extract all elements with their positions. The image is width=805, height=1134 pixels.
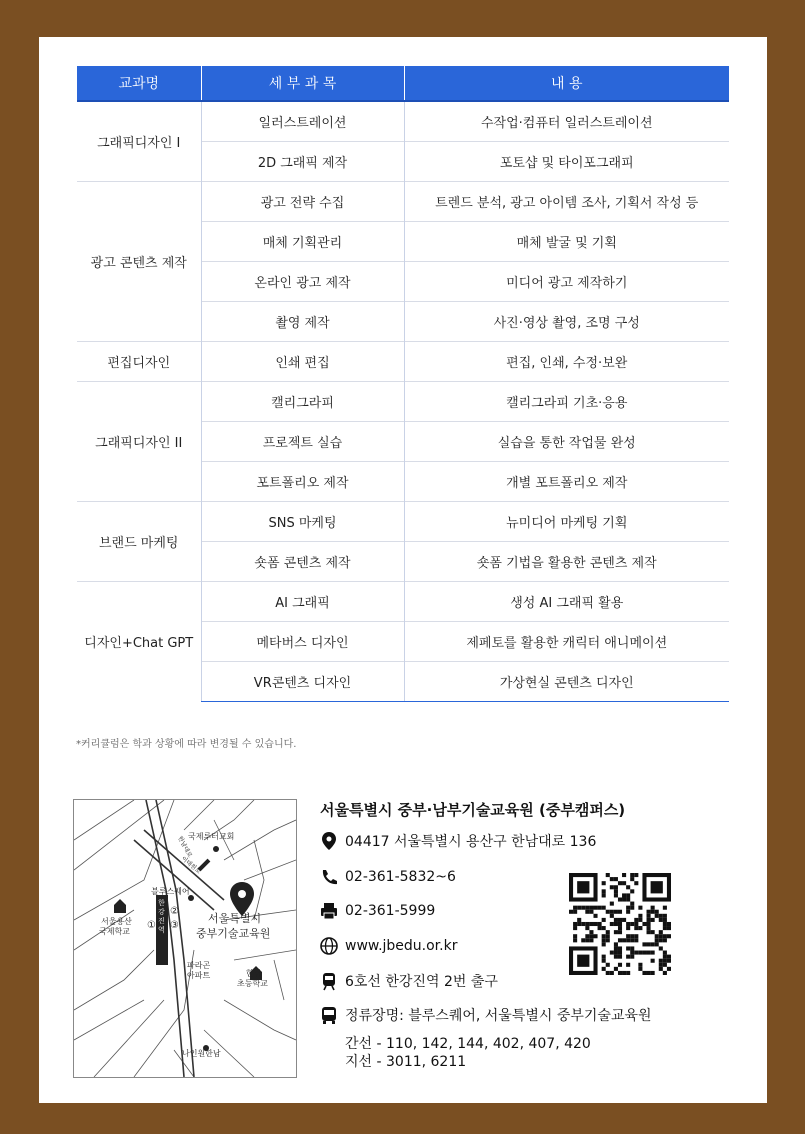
- map-label-church: 국제루터교회: [188, 832, 235, 841]
- qr-code[interactable]: [569, 873, 671, 975]
- subcourse-name: AI 그래픽: [201, 582, 404, 622]
- address-row: [319, 829, 596, 853]
- subcourse-name: 일러스트레이션: [201, 101, 404, 142]
- course-name: 브랜드 마케팅: [77, 502, 201, 582]
- subcourse-description: 가상현실 콘텐츠 디자인: [404, 662, 729, 702]
- table-header-row: [77, 66, 729, 101]
- contact-info: [319, 797, 759, 1070]
- map-label-bluesquare: 블루스퀘어: [151, 887, 190, 896]
- bus-row: [319, 1003, 652, 1027]
- subcourse-name: 캘리그라피: [201, 382, 404, 422]
- subcourse-description: 사진·영상 촬영, 조명 구성: [404, 302, 729, 342]
- map-label-campus-1: 서울특별시: [208, 912, 262, 925]
- subcourse-name: 포트폴리오 제작: [201, 462, 404, 502]
- subcourse-description: 미디어 광고 제작하기: [404, 262, 729, 302]
- table-row: [77, 502, 729, 542]
- header-course: 교과명: [77, 66, 201, 101]
- subcourse-description: 매체 발굴 및 기획: [404, 222, 729, 262]
- curriculum-note: *커리큘럼은 학과 상황에 따라 변경될 수 있습니다.: [76, 739, 297, 750]
- map-label-exit-2: ②: [170, 906, 179, 917]
- fax-text: 02-361-5999: [345, 903, 436, 919]
- bus-main-lines: 간선 - 110, 142, 144, 402, 407, 420: [345, 1036, 591, 1052]
- brochure-page: [39, 37, 767, 1103]
- fax-icon: [319, 901, 339, 921]
- map-label-apt-1: 파라곤: [187, 961, 211, 970]
- phone-icon: [319, 867, 339, 887]
- subcourse-name: 2D 그래픽 제작: [201, 142, 404, 182]
- fax-row: [319, 899, 435, 923]
- course-name: 광고 콘텐츠 제작: [77, 182, 201, 342]
- map-label-campus-2: 중부기술교육원: [196, 927, 271, 940]
- address-text: 04417 서울특별시 용산구 한남대로 136: [345, 834, 597, 850]
- map-label-road: 한남대로: [176, 835, 194, 859]
- subway-text: 6호선 한강진역 2번 출구: [345, 974, 498, 990]
- location-pin-icon: [319, 831, 339, 851]
- subcourse-description: 숏폼 기법을 활용한 콘텐츠 제작: [404, 542, 729, 582]
- subcourse-description: 캘리그라피 기초·응용: [404, 382, 729, 422]
- map-label-nine: 나인원한남: [182, 1049, 221, 1058]
- table-row: [77, 101, 729, 142]
- web-row: [319, 934, 457, 958]
- table-row: [77, 182, 729, 222]
- subway-icon: [319, 971, 339, 991]
- course-name: 디자인+Chat GPT: [77, 582, 201, 702]
- map-label-exit-3: ③: [170, 920, 179, 931]
- curriculum-table: [77, 66, 729, 702]
- subcourse-name: 촬영 제작: [201, 302, 404, 342]
- header-subcourse: 세 부 과 목: [201, 66, 404, 101]
- subcourse-name: 매체 기획관리: [201, 222, 404, 262]
- subcourse-description: 포토샵 및 타이포그래피: [404, 142, 729, 182]
- map-label-station: 한강진역: [158, 899, 165, 934]
- map-label-apt-2: 아파트: [187, 971, 211, 980]
- globe-icon: [319, 936, 339, 956]
- location-map: [73, 799, 297, 1078]
- subcourse-name: 온라인 광고 제작: [201, 262, 404, 302]
- subway-row: [319, 969, 498, 993]
- map-label-exit-1: ①: [147, 920, 156, 931]
- subcourse-name: VR콘텐츠 디자인: [201, 662, 404, 702]
- bus-stop-text: 정류장명: 블루스퀘어, 서울특별시 중부기술교육원: [345, 1008, 652, 1024]
- phone-text: 02-361-5832~6: [345, 869, 456, 885]
- phone-row: [319, 865, 456, 889]
- subcourse-name: 메타버스 디자인: [201, 622, 404, 662]
- map-label-elem-2: 초등학교: [237, 979, 268, 988]
- subcourse-description: 편집, 인쇄, 수정·보완: [404, 342, 729, 382]
- subcourse-description: 수작업·컴퓨터 일러스트레이션: [404, 101, 729, 142]
- map-label-school-2: 국제학교: [99, 927, 130, 936]
- subcourse-description: 개별 포트폴리오 제작: [404, 462, 729, 502]
- map-label-school-1: 서울용산: [101, 917, 132, 926]
- campus-title: 서울특별시 중부·남부기술교육원 (중부캠퍼스): [320, 801, 626, 819]
- subcourse-description: 트렌드 분석, 광고 아이템 조사, 기획서 작성 등: [404, 182, 729, 222]
- header-content: 내 용: [404, 66, 729, 101]
- course-name: 편집디자인: [77, 342, 201, 382]
- subcourse-description: 실습을 통한 작업물 완성: [404, 422, 729, 462]
- subcourse-name: 인쇄 편집: [201, 342, 404, 382]
- table-row: [77, 342, 729, 382]
- bus-lines: [345, 1035, 591, 1071]
- subcourse-name: 숏폼 콘텐츠 제작: [201, 542, 404, 582]
- map-label-elem-1: 한남: [246, 969, 262, 978]
- subcourse-description: 제페토를 활용한 캐릭터 애니메이션: [404, 622, 729, 662]
- bus-branch-lines: 지선 - 3011, 6211: [345, 1054, 467, 1070]
- subcourse-name: 프로젝트 실습: [201, 422, 404, 462]
- course-name: 그래픽디자인 II: [77, 382, 201, 502]
- web-text[interactable]: www.jbedu.or.kr: [345, 938, 458, 954]
- table-row: [77, 382, 729, 422]
- subcourse-name: SNS 마케팅: [201, 502, 404, 542]
- subcourse-description: 뉴미디어 마케팅 기획: [404, 502, 729, 542]
- subcourse-description: 생성 AI 그래픽 활용: [404, 582, 729, 622]
- map-label-road-2: 이태원로: [179, 855, 203, 876]
- course-name: 그래픽디자인 I: [77, 101, 201, 182]
- bus-icon: [319, 1005, 339, 1025]
- table-row: [77, 582, 729, 622]
- subcourse-name: 광고 전략 수집: [201, 182, 404, 222]
